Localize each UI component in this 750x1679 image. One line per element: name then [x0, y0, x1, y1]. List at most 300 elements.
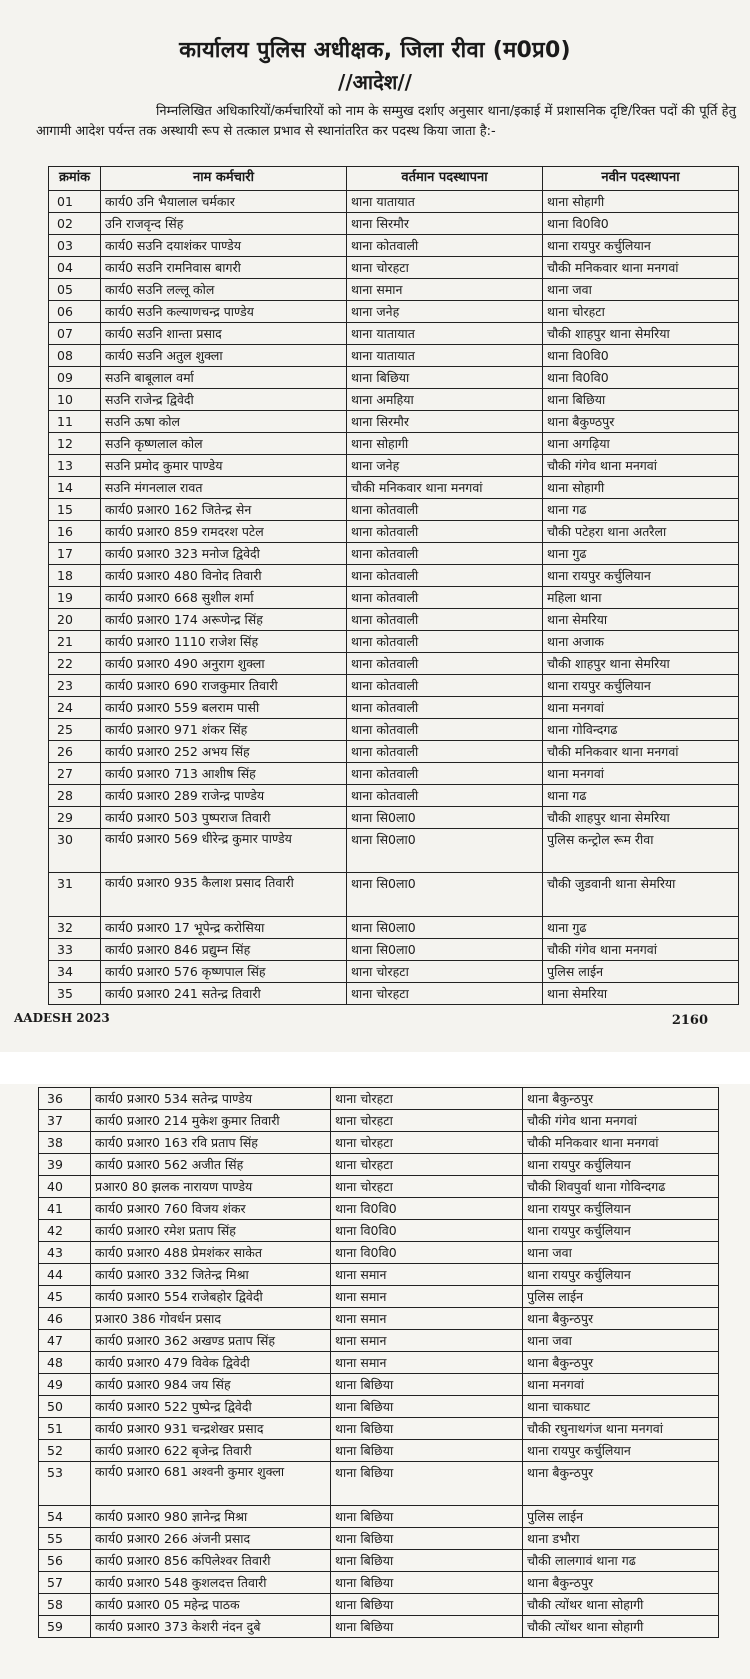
cell-employee-name: कार्य0 उनि भैयालाल चर्मकार [101, 191, 347, 213]
cell-new-posting: थाना जवा [523, 1330, 719, 1352]
cell-serial: 47 [39, 1330, 91, 1352]
cell-employee-name: कार्य0 प्रआर0 05 महेन्द्र पाठक [91, 1594, 331, 1616]
cell-employee-name: कार्य0 प्रआर0 174 अरूणेन्द्र सिंह [101, 609, 347, 631]
cell-new-posting: थाना चाकघाट [523, 1396, 719, 1418]
cell-current-posting: थाना चोरहटा [331, 1176, 523, 1198]
cell-current-posting: थाना कोतवाली [347, 785, 543, 807]
cell-employee-name: सउनि बाबूलाल वर्मा [101, 367, 347, 389]
cell-new-posting: थाना बैकुन्ठपुर [523, 1308, 719, 1330]
cell-employee-name: कार्य0 प्रआर0 488 प्रेमशंकर साकेत [91, 1242, 331, 1264]
cell-new-posting: थाना सोहागी [543, 477, 739, 499]
table-row [39, 1242, 719, 1264]
cell-new-posting: चौकी गंगेव थाना मनगवां [523, 1110, 719, 1132]
cell-employee-name: कार्य0 सउनि अतुल शुक्ला [101, 345, 347, 367]
cell-current-posting: थाना बिछिया [331, 1396, 523, 1418]
cell-new-posting: थाना गुढ [543, 917, 739, 939]
cell-current-posting: थाना कोतवाली [347, 697, 543, 719]
cell-employee-name: कार्य0 प्रआर0 569 धीरेन्द्र कुमार पाण्डेय [101, 829, 347, 873]
cell-new-posting: थाना मनगवां [543, 697, 739, 719]
cell-employee-name: कार्य0 प्रआर0 576 कृष्णपाल सिंह [101, 961, 347, 983]
cell-employee-name: कार्य0 प्रआर0 713 आशीष सिंह [101, 763, 347, 785]
table-row [39, 1176, 719, 1198]
cell-serial: 02 [49, 213, 101, 235]
table-row [49, 433, 739, 455]
cell-new-posting: पुलिस लाईन [523, 1506, 719, 1528]
cell-employee-name: कार्य0 सउनि कल्याणचन्द्र पाण्डेय [101, 301, 347, 323]
cell-current-posting: थाना कोतवाली [347, 741, 543, 763]
cell-serial: 33 [49, 939, 101, 961]
table-row [49, 345, 739, 367]
cell-current-posting: थाना बिछिया [331, 1374, 523, 1396]
cell-current-posting: थाना कोतवाली [347, 631, 543, 653]
table-row [49, 983, 739, 1005]
table-row [39, 1594, 719, 1616]
cell-employee-name: कार्य0 प्रआर0 984 जय सिंह [91, 1374, 331, 1396]
cell-current-posting: थाना सिरमौर [347, 213, 543, 235]
cell-current-posting: थाना बिछिया [331, 1528, 523, 1550]
cell-employee-name: कार्य0 सउनि रामनिवास बागरी [101, 257, 347, 279]
cell-new-posting: थाना रायपुर कर्चुलियान [543, 235, 739, 257]
cell-employee-name: कार्य0 सउनि शान्ता प्रसाद [101, 323, 347, 345]
cell-current-posting: थाना वि0वि0 [331, 1242, 523, 1264]
cell-current-posting: थाना समान [331, 1286, 523, 1308]
cell-current-posting: थाना कोतवाली [347, 565, 543, 587]
cell-serial: 22 [49, 653, 101, 675]
cell-new-posting: थाना सोहागी [543, 191, 739, 213]
cell-serial: 41 [39, 1198, 91, 1220]
cell-new-posting: थाना मनगवां [543, 763, 739, 785]
cell-current-posting: थाना बिछिया [331, 1462, 523, 1506]
table-row [39, 1220, 719, 1242]
table-row [49, 521, 739, 543]
cell-employee-name: कार्य0 प्रआर0 323 मनोज द्विवेदी [101, 543, 347, 565]
cell-current-posting: थाना समान [331, 1330, 523, 1352]
table-row [39, 1088, 719, 1110]
table-row [49, 565, 739, 587]
cell-new-posting: चौकी शाहपुर थाना सेमरिया [543, 323, 739, 345]
cell-current-posting: थाना कोतवाली [347, 521, 543, 543]
cell-new-posting: थाना रायपुर कर्चुलियान [543, 675, 739, 697]
column-header-current-posting: वर्तमान पदस्थापना [347, 167, 543, 191]
cell-employee-name: सउनि ऊषा कोल [101, 411, 347, 433]
cell-serial: 23 [49, 675, 101, 697]
table-row [49, 609, 739, 631]
cell-new-posting: थाना बिछिया [543, 389, 739, 411]
cell-serial: 30 [49, 829, 101, 873]
cell-employee-name: कार्य0 प्रआर0 241 सतेन्द्र तिवारी [101, 983, 347, 1005]
cell-serial: 21 [49, 631, 101, 653]
cell-current-posting: थाना बिछिया [331, 1594, 523, 1616]
cell-current-posting: थाना बिछिया [331, 1550, 523, 1572]
cell-new-posting: चौकी त्योंथर थाना सोहागी [523, 1594, 719, 1616]
cell-employee-name: कार्य0 प्रआर0 856 कपिलेश्वर तिवारी [91, 1550, 331, 1572]
cell-new-posting: चौकी मनिकवार थाना मनगवां [543, 257, 739, 279]
cell-employee-name: उनि राजवृन्द सिंह [101, 213, 347, 235]
table-row [49, 763, 739, 785]
cell-serial: 03 [49, 235, 101, 257]
cell-new-posting: थाना अगढ़िया [543, 433, 739, 455]
cell-employee-name: कार्य0 प्रआर0 252 अभय सिंह [101, 741, 347, 763]
table-row [49, 257, 739, 279]
cell-current-posting: थाना कोतवाली [347, 543, 543, 565]
cell-new-posting: चौकी शिवपुर्वा थाना गोविन्दगढ [523, 1176, 719, 1198]
column-header-serial: क्रमांक [49, 167, 101, 191]
table-row [49, 939, 739, 961]
order-heading: //आदेश// [338, 70, 412, 94]
page-gap [0, 1052, 750, 1084]
cell-current-posting: थाना बिछिया [331, 1506, 523, 1528]
table-row [49, 455, 739, 477]
cell-employee-name: प्रआर0 80 झलक नारायण पाण्डेय [91, 1176, 331, 1198]
cell-new-posting: थाना रायपुर कर्चुलियान [523, 1198, 719, 1220]
table-row [49, 873, 739, 917]
table-row [39, 1330, 719, 1352]
cell-employee-name: कार्य0 प्रआर0 163 रवि प्रताप सिंह [91, 1132, 331, 1154]
cell-employee-name: कार्य0 प्रआर0 214 मुकेश कुमार तिवारी [91, 1110, 331, 1132]
cell-serial: 57 [39, 1572, 91, 1594]
cell-new-posting: चौकी लालगावं थाना गढ [523, 1550, 719, 1572]
cell-current-posting: थाना समान [331, 1352, 523, 1374]
cell-serial: 35 [49, 983, 101, 1005]
cell-serial: 20 [49, 609, 101, 631]
cell-employee-name: सउनि मंगनलाल रावत [101, 477, 347, 499]
table-row [39, 1264, 719, 1286]
cell-current-posting: थाना यातायात [347, 345, 543, 367]
cell-new-posting: थाना सेमरिया [543, 983, 739, 1005]
cell-new-posting: थाना बैकुन्ठपुर [523, 1462, 719, 1506]
cell-serial: 50 [39, 1396, 91, 1418]
table-row [39, 1550, 719, 1572]
cell-new-posting: चौकी जुडवानी थाना सेमरिया [543, 873, 739, 917]
cell-current-posting: थाना बिछिया [331, 1418, 523, 1440]
cell-new-posting: थाना सेमरिया [543, 609, 739, 631]
cell-serial: 49 [39, 1374, 91, 1396]
cell-current-posting: थाना कोतवाली [347, 499, 543, 521]
cell-serial: 37 [39, 1110, 91, 1132]
cell-serial: 08 [49, 345, 101, 367]
table-row [39, 1374, 719, 1396]
cell-serial: 56 [39, 1550, 91, 1572]
cell-employee-name: कार्य0 प्रआर0 373 केशरी नंदन दुबे [91, 1616, 331, 1638]
table-row [49, 807, 739, 829]
cell-serial: 43 [39, 1242, 91, 1264]
cell-employee-name: कार्य0 प्रआर0 931 चन्द्रशेखर प्रसाद [91, 1418, 331, 1440]
cell-serial: 14 [49, 477, 101, 499]
cell-current-posting: थाना कोतवाली [347, 235, 543, 257]
cell-current-posting: चौकी मनिकवार थाना मनगवां [347, 477, 543, 499]
cell-current-posting: थाना सि0ला0 [347, 939, 543, 961]
cell-employee-name: कार्य0 प्रआर0 1110 राजेश सिंह [101, 631, 347, 653]
table-row [49, 499, 739, 521]
cell-serial: 10 [49, 389, 101, 411]
table-row [39, 1616, 719, 1638]
footer-label: AADESH 2023 [14, 1011, 110, 1025]
cell-current-posting: थाना जनेह [347, 301, 543, 323]
cell-serial: 51 [39, 1418, 91, 1440]
cell-new-posting: थाना रायपुर कर्चुलियान [523, 1440, 719, 1462]
cell-serial: 11 [49, 411, 101, 433]
page-number: 2160 [671, 1013, 708, 1028]
table-row [49, 411, 739, 433]
cell-new-posting: थाना वि0वि0 [543, 213, 739, 235]
table-row [39, 1418, 719, 1440]
cell-employee-name: कार्य0 सउनि दयाशंकर पाण्डेय [101, 235, 347, 257]
table-row [49, 477, 739, 499]
cell-new-posting: चौकी गंगेव थाना मनगवां [543, 455, 739, 477]
cell-serial: 05 [49, 279, 101, 301]
table-row [39, 1396, 719, 1418]
cell-new-posting: थाना वि0वि0 [543, 345, 739, 367]
cell-serial: 13 [49, 455, 101, 477]
cell-employee-name: कार्य0 प्रआर0 479 विवेक द्विवेदी [91, 1352, 331, 1374]
cell-serial: 29 [49, 807, 101, 829]
cell-employee-name: कार्य0 प्रआर0 480 विनोद तिवारी [101, 565, 347, 587]
cell-current-posting: थाना बिछिया [331, 1616, 523, 1638]
cell-new-posting: चौकी रघुनाथगंज थाना मनगवां [523, 1418, 719, 1440]
cell-employee-name: कार्य0 प्रआर0 162 जितेन्द्र सेन [101, 499, 347, 521]
cell-serial: 01 [49, 191, 101, 213]
table-row [49, 917, 739, 939]
cell-serial: 55 [39, 1528, 91, 1550]
office-title: कार्यालय पुलिस अधीक्षक, जिला रीवा (म0प्र0) [179, 38, 571, 63]
table-row [49, 587, 739, 609]
table-row [49, 235, 739, 257]
cell-current-posting: थाना वि0वि0 [331, 1198, 523, 1220]
cell-new-posting: थाना रायपुर कर्चुलियान [523, 1264, 719, 1286]
table-row [49, 279, 739, 301]
cell-new-posting: थाना रायपुर कर्चुलियान [543, 565, 739, 587]
cell-current-posting: थाना कोतवाली [347, 653, 543, 675]
cell-current-posting: थाना बिछिया [347, 367, 543, 389]
cell-current-posting: थाना चोरहटा [347, 983, 543, 1005]
cell-serial: 45 [39, 1286, 91, 1308]
table-row [49, 741, 739, 763]
cell-employee-name: सउनि कृष्णलाल कोल [101, 433, 347, 455]
cell-new-posting: थाना बैकुन्ठपुर [523, 1352, 719, 1374]
cell-new-posting: थाना वि0वि0 [543, 367, 739, 389]
cell-current-posting: थाना कोतवाली [347, 675, 543, 697]
table-row [49, 785, 739, 807]
cell-serial: 44 [39, 1264, 91, 1286]
cell-current-posting: थाना बिछिया [331, 1440, 523, 1462]
cell-current-posting: थाना यातायात [347, 191, 543, 213]
table-row [39, 1154, 719, 1176]
cell-current-posting: थाना कोतवाली [347, 587, 543, 609]
cell-serial: 17 [49, 543, 101, 565]
cell-new-posting: पुलिस लाईन [543, 961, 739, 983]
cell-employee-name: कार्य0 प्रआर0 289 राजेन्द्र पाण्डेय [101, 785, 347, 807]
cell-current-posting: थाना चोरहटा [331, 1088, 523, 1110]
cell-current-posting: थाना समान [331, 1264, 523, 1286]
cell-current-posting: थाना कोतवाली [347, 763, 543, 785]
cell-new-posting: चौकी शाहपुर थाना सेमरिया [543, 653, 739, 675]
cell-employee-name: कार्य0 प्रआर0 522 पुष्पेन्द्र द्विवेदी [91, 1396, 331, 1418]
cell-employee-name: कार्य0 प्रआर0 559 बलराम पासी [101, 697, 347, 719]
cell-current-posting: थाना सोहागी [347, 433, 543, 455]
table-row [39, 1506, 719, 1528]
cell-serial: 16 [49, 521, 101, 543]
cell-current-posting: थाना चोरहटा [331, 1110, 523, 1132]
table-row [49, 213, 739, 235]
cell-current-posting: थाना सिरमौर [347, 411, 543, 433]
table-row [49, 543, 739, 565]
cell-serial: 07 [49, 323, 101, 345]
cell-serial: 36 [39, 1088, 91, 1110]
cell-current-posting: थाना चोरहटा [347, 961, 543, 983]
cell-serial: 06 [49, 301, 101, 323]
order-intro-paragraph: निम्नलिखित अधिकारियों/कर्मचारियों को नाम के सम्मुख दर्शाए अनुसार थाना/इकाई में प्रशासनिक दृष्टि/रिक्त पदों की पूर्ति हेतु आगामी आदेश पर्यन्त तक अस्थायी रूप से तत्काल प्रभाव से स्थानांतरित कर पदस्थ किया जाता है:- [36, 104, 736, 139]
cell-employee-name: कार्य0 प्रआर0 760 विजय शंकर [91, 1198, 331, 1220]
table-row [49, 389, 739, 411]
cell-new-posting: थाना जवा [523, 1242, 719, 1264]
cell-serial: 27 [49, 763, 101, 785]
order-page-2 [0, 1084, 750, 1679]
cell-serial: 15 [49, 499, 101, 521]
table-row [49, 631, 739, 653]
cell-serial: 12 [49, 433, 101, 455]
table-row [39, 1462, 719, 1506]
cell-serial: 34 [49, 961, 101, 983]
cell-serial: 52 [39, 1440, 91, 1462]
transfer-table-page-2 [38, 1087, 719, 1638]
cell-new-posting: चौकी मनिकवार थाना मनगवां [523, 1132, 719, 1154]
cell-current-posting: थाना चोरहटा [331, 1154, 523, 1176]
table-row [49, 653, 739, 675]
table-row [49, 961, 739, 983]
cell-new-posting: चौकी शाहपुर थाना सेमरिया [543, 807, 739, 829]
table-row [49, 367, 739, 389]
table-row [49, 697, 739, 719]
cell-current-posting: थाना सि0ला0 [347, 873, 543, 917]
cell-new-posting: पुलिस कन्ट्रोल रूम रीवा [543, 829, 739, 873]
cell-new-posting: महिला थाना [543, 587, 739, 609]
cell-employee-name: सउनि प्रमोद कुमार पाण्डेय [101, 455, 347, 477]
cell-new-posting: थाना रायपुर कर्चुलियान [523, 1220, 719, 1242]
table-row [39, 1198, 719, 1220]
cell-current-posting: थाना सि0ला0 [347, 807, 543, 829]
cell-employee-name: कार्य0 प्रआर0 622 बृजेन्द्र तिवारी [91, 1440, 331, 1462]
cell-new-posting: थाना मनगवां [523, 1374, 719, 1396]
cell-serial: 32 [49, 917, 101, 939]
cell-new-posting: थाना गढ [543, 785, 739, 807]
cell-new-posting: चौकी पटेहरा थाना अतरैला [543, 521, 739, 543]
table-row [49, 191, 739, 213]
cell-employee-name: कार्य0 प्रआर0 503 पुष्पराज तिवारी [101, 807, 347, 829]
cell-employee-name: कार्य0 प्रआर0 548 कुशलदत्त तिवारी [91, 1572, 331, 1594]
cell-employee-name: कार्य0 प्रआर0 668 सुशील शर्मा [101, 587, 347, 609]
cell-serial: 39 [39, 1154, 91, 1176]
cell-employee-name: कार्य0 प्रआर0 980 ज्ञानेन्द्र मिश्रा [91, 1506, 331, 1528]
cell-employee-name: कार्य0 प्रआर0 681 अश्वनी कुमार शुक्ला [91, 1462, 331, 1506]
cell-new-posting: थाना अजाक [543, 631, 739, 653]
table-row [49, 301, 739, 323]
cell-current-posting: थाना कोतवाली [347, 609, 543, 631]
table-row [49, 829, 739, 873]
cell-serial: 58 [39, 1594, 91, 1616]
cell-employee-name: कार्य0 सउनि लल्लू कोल [101, 279, 347, 301]
transfer-table-page-1 [48, 166, 739, 1005]
cell-current-posting: थाना सि0ला0 [347, 829, 543, 873]
table-row [39, 1132, 719, 1154]
cell-serial: 28 [49, 785, 101, 807]
cell-employee-name: कार्य0 प्रआर0 690 राजकुमार तिवारी [101, 675, 347, 697]
cell-serial: 40 [39, 1176, 91, 1198]
cell-current-posting: थाना बिछिया [331, 1572, 523, 1594]
cell-serial: 04 [49, 257, 101, 279]
cell-employee-name: कार्य0 प्रआर0 रमेश प्रताप सिंह [91, 1220, 331, 1242]
cell-new-posting: थाना बैकुण्ठपुर [543, 411, 739, 433]
cell-serial: 54 [39, 1506, 91, 1528]
cell-new-posting: चौकी मनिकवार थाना मनगवां [543, 741, 739, 763]
table-row [39, 1308, 719, 1330]
cell-employee-name: कार्य0 प्रआर0 534 सतेन्द्र पाण्डेय [91, 1088, 331, 1110]
cell-current-posting: थाना चोरहटा [331, 1132, 523, 1154]
cell-serial: 19 [49, 587, 101, 609]
cell-employee-name: कार्य0 प्रआर0 935 कैलाश प्रसाद तिवारी [101, 873, 347, 917]
cell-new-posting: चौकी त्योंथर थाना सोहागी [523, 1616, 719, 1638]
cell-employee-name: कार्य0 प्रआर0 490 अनुराग शुक्ला [101, 653, 347, 675]
table-row [39, 1352, 719, 1374]
cell-serial: 18 [49, 565, 101, 587]
cell-employee-name: कार्य0 प्रआर0 17 भूपेन्द्र करोसिया [101, 917, 347, 939]
cell-serial: 38 [39, 1132, 91, 1154]
cell-employee-name: कार्य0 प्रआर0 562 अजीत सिंह [91, 1154, 331, 1176]
cell-current-posting: थाना जनेह [347, 455, 543, 477]
cell-new-posting: थाना बैकुन्ठपुर [523, 1572, 719, 1594]
cell-current-posting: थाना समान [331, 1308, 523, 1330]
table-row [49, 719, 739, 741]
cell-current-posting: थाना सि0ला0 [347, 917, 543, 939]
cell-serial: 26 [49, 741, 101, 763]
cell-new-posting: थाना डभौरा [523, 1528, 719, 1550]
cell-employee-name: कार्य0 प्रआर0 266 अंजनी प्रसाद [91, 1528, 331, 1550]
cell-serial: 59 [39, 1616, 91, 1638]
cell-new-posting: थाना बैकुन्ठपुर [523, 1088, 719, 1110]
cell-employee-name: कार्य0 प्रआर0 332 जितेन्द्र मिश्रा [91, 1264, 331, 1286]
cell-employee-name: प्रआर0 386 गोवर्धन प्रसाद [91, 1308, 331, 1330]
cell-new-posting: थाना गोविन्दगढ [543, 719, 739, 741]
table-row [49, 675, 739, 697]
cell-new-posting: थाना गुढ [543, 543, 739, 565]
table-row [39, 1440, 719, 1462]
cell-serial: 31 [49, 873, 101, 917]
table-row [39, 1286, 719, 1308]
table-row [39, 1572, 719, 1594]
cell-serial: 48 [39, 1352, 91, 1374]
cell-employee-name: कार्य0 प्रआर0 971 शंकर सिंह [101, 719, 347, 741]
cell-current-posting: थाना कोतवाली [347, 719, 543, 741]
cell-new-posting: पुलिस लाईन [523, 1286, 719, 1308]
cell-employee-name: कार्य0 प्रआर0 846 प्रद्युम्न सिंह [101, 939, 347, 961]
cell-employee-name: कार्य0 प्रआर0 859 रामदरश पटेल [101, 521, 347, 543]
cell-current-posting: थाना समान [347, 279, 543, 301]
cell-serial: 25 [49, 719, 101, 741]
cell-serial: 24 [49, 697, 101, 719]
cell-serial: 46 [39, 1308, 91, 1330]
cell-employee-name: सउनि राजेन्द्र द्विवेदी [101, 389, 347, 411]
cell-employee-name: कार्य0 प्रआर0 362 अखण्ड प्रताप सिंह [91, 1330, 331, 1352]
cell-new-posting: थाना गढ [543, 499, 739, 521]
cell-new-posting: थाना जवा [543, 279, 739, 301]
cell-serial: 42 [39, 1220, 91, 1242]
table-header-row [49, 167, 739, 191]
cell-employee-name: कार्य0 प्रआर0 554 राजेबहोर द्विवेदी [91, 1286, 331, 1308]
column-header-new-posting: नवीन पदस्थापना [543, 167, 739, 191]
cell-current-posting: थाना अमहिया [347, 389, 543, 411]
cell-new-posting: चौकी गंगेव थाना मनगवां [543, 939, 739, 961]
column-header-name: नाम कर्मचारी [101, 167, 347, 191]
cell-serial: 09 [49, 367, 101, 389]
